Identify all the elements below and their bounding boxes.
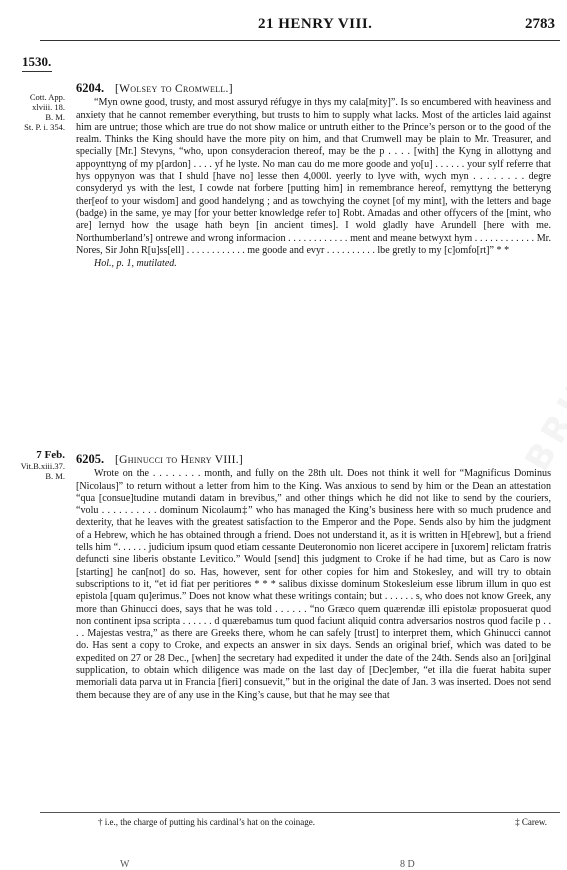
entry-number: 6205. xyxy=(76,452,105,466)
entry-heading xyxy=(76,82,551,95)
cutoff-fragment: 8 D xyxy=(400,859,415,870)
margin-year: 1530. xyxy=(22,54,52,69)
entry-6205 xyxy=(76,453,551,702)
cutoff-line xyxy=(0,856,567,870)
margin-ref: Vit.B.xiii.37. xyxy=(20,461,65,471)
footnote-double-dagger: ‡ Carew. xyxy=(515,817,547,827)
margin-ref: St. P. i. 354. xyxy=(24,122,65,132)
entry-source: Hol., p. 1, mutilated. xyxy=(94,258,177,270)
page-number: 2783 xyxy=(525,16,555,32)
entry-text: “Myn owne good, trusty, and most assuryd réfugye in thys my cala[mity]”. Is so encumbered with heaviness and anxiety that he cannot remember everything, but trusts to him to supply what lacks. Most of the articles laid against him are untrue; those which are true do not show malice or untruth either to the Prince’s person or to the good of the realm. Thinks the King should have the more pity on him, and that Crumwell may be plain to Mr. Treasurer, and specially [Mr.] Stevyns, “who, upon consyderacion thereof, may be the p . . . . [with] the Kyng in allottyng and appoynttyng of my p[ardon] . . . . yf he lyste. No man cau do me more goode and yo[u] . . . . . . your sylf referre that hys oppynyon was that I shuld [have no] lesse then 4,000l. yeerly to lyve with, wych myn . . . . . . . . degre consyderyd ys with the lest, I cowde nat forbere [putting him] in remembrance hereof, remyttyng the betteryng ther[eof to your wisdom] and good handelyng ; and as towchying the coynet [of my mint], with the letters and bage (badge) in the same, ye may [for your better knowledge refer to] Robt. Amadas and other offycers of the [mint, who are] lernyd how the usage hath beyn [in ancient times]. I wold gladly have Arundell [here with me. Northumberland’s] ontrewe and wrong informacion . . . . . . . . . . . . ment and meane betwyxt hym . . . . . . . . . . . . Mr. Nores, Sir John R[u]ss[ell] . . . . . . . . . . . . me goode and evyr . . . . . . . . . . lbe gretly to my [c]omfo[rt]” * * xyxy=(76,97,551,256)
margin-note-6204 xyxy=(3,92,65,132)
running-title: 21 HENRY VIII. xyxy=(258,16,373,32)
entry-title: [Ghinucci to Henry VIII.] xyxy=(115,454,244,466)
running-header xyxy=(0,16,567,36)
cutoff-fragment: W xyxy=(120,859,130,870)
footnote-rule xyxy=(40,812,560,813)
margin-ref: xlviii. 18. xyxy=(32,102,65,112)
header-rule xyxy=(40,40,560,41)
entry-title: [Wolsey to Cromwell.] xyxy=(115,83,233,95)
entry-6204 xyxy=(76,82,551,270)
margin-date: 7 Feb. xyxy=(36,449,65,461)
entry-heading xyxy=(76,453,551,466)
margin-note-6205 xyxy=(3,450,65,481)
footnote-dagger: † i.e., the charge of putting his cardinal’s hat on the coinage. xyxy=(98,817,316,827)
margin-ref: Cott. App. xyxy=(29,92,65,102)
margin-ref: B. M. xyxy=(45,471,65,481)
year-rule xyxy=(22,71,52,72)
entry-text: Wrote on the . . . . . . . . month, and fully on the 28th ult. Does not think it well for “Magnificus Dominus [Nicolaus]” to return without a letter from him to the King. Was anxious to send by him or the Dean an attestation “qua [consue]tudine mutandi datam in brevibus,” and other things which he did not like to send by the couriers, “volu . . . . . . . . . . dominum Nicolaum‡” who has managed the King’s business here with so much prudence and dexterity, that he leaves with the greatest satisfaction to the Emperor and the Pope. Sends also by him the judgment of a Hebrew, which he has obtained through a friend. Does not understand it, as it is written in H[ebrew], but a friend tells him “. . . . . . judicium ipsum quod etiam cessante Deuteronomio non liceret accipere in [uxorem] relictam fratris defuncti sine liberis obstante Levitico.” Would [send] this judgment to Croke if he had time, but as Caro is now [starting] he can[not] do so. Has, however, sent for other copies for him and Stokesley, and will try to obtain subscriptions to it, “et id fiat per peritiores * * * salibus dixisse dominum Stokesleium esse librum illum in quo est epistola [quam qu]erimus.” Does not know what these writings contain; but . . . . . . s, who does not know Greek, any more than Ghinucci does, says that he was told . . . . . . “no Græco quem quærendæ illi epistolæ proposuerat quod non continent ipsa scripta . . . . . . d quærebamus tum quod faciunt aliquid contra adversarios nostros quod facile p . . . . Majestas vestra,” as there are Greeks there, whom he can safely [trust] to interpret them, which Ghinucci cannot do. Has sent a copy to Croke, and expects an answer in six days. Sends an original brief, which was dated to be expedited on 27 or 28 Dec., [when] the secretary had expedited it under the date of the 24th. Sends also an [ori]ginal supplication, to obtain which diligence was made on the last day of [Dec]ember, “et illa die fuerat habita super memoriali data parva ut in Francia [fieri] consuevit,” but in the original the date of Jan. 3 was inserted. Does not send them because they are of any use in the King’s cause, but that he may see that xyxy=(76,468,551,701)
margin-ref: B. M. xyxy=(45,112,65,122)
entry-number: 6204. xyxy=(76,81,105,95)
